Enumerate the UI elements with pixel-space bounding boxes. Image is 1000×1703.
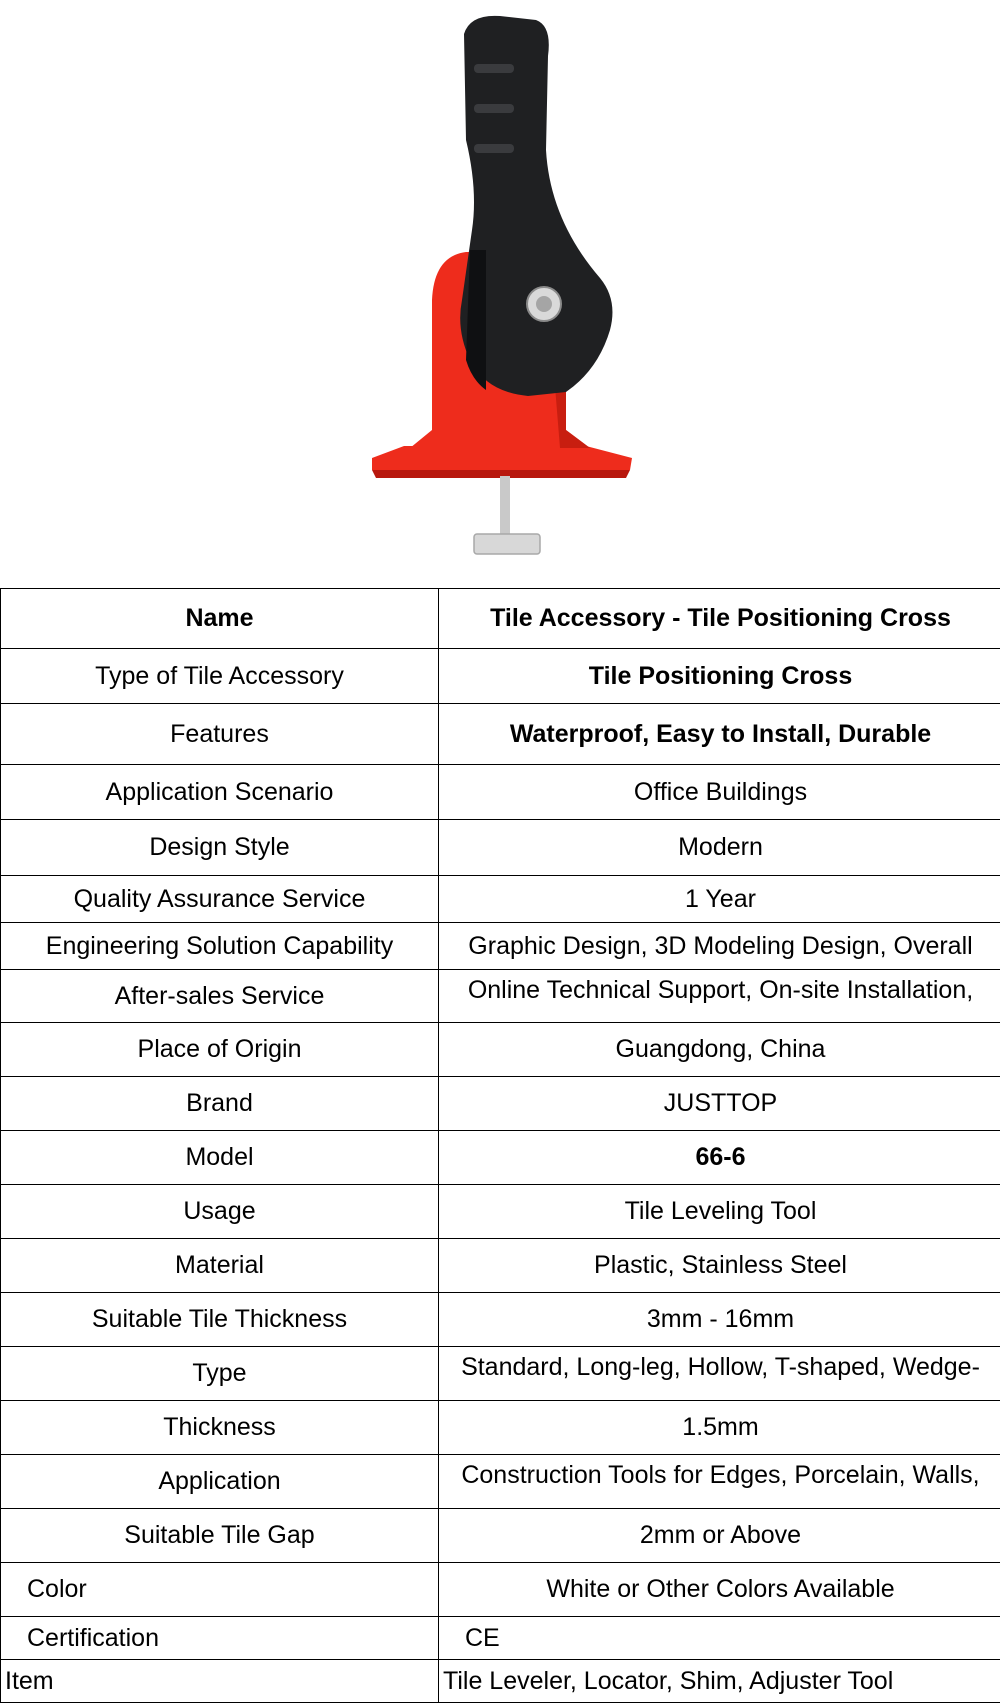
row-value: Tile Leveling Tool [439, 1185, 1000, 1239]
row-label: Features [1, 704, 439, 765]
table-row [1, 765, 1000, 820]
row-value: Graphic Design, 3D Modeling Design, Overall [439, 923, 1000, 970]
red-base-plate [372, 446, 632, 470]
row-label: Material [1, 1239, 439, 1293]
row-label: Suitable Tile Thickness [1, 1293, 439, 1347]
row-value: Plastic, Stainless Steel [439, 1239, 1000, 1293]
row-label: Brand [1, 1077, 439, 1131]
table-row [1, 1293, 1000, 1347]
table-row [1, 970, 1000, 1023]
row-value: Modern [439, 820, 1000, 876]
row-label: Item [1, 1660, 439, 1703]
row-label: Thickness [1, 1401, 439, 1455]
row-value: 66-6 [439, 1131, 1000, 1185]
row-value: Tile Accessory - Tile Positioning Cross [439, 589, 1000, 649]
row-label: Type [1, 1347, 439, 1401]
row-value: Tile Leveler, Locator, Shim, Adjuster Tool [439, 1660, 1000, 1703]
row-label: Application [1, 1455, 439, 1509]
row-value: JUSTTOP [439, 1077, 1000, 1131]
table-row [1, 1660, 1000, 1703]
table-row [1, 1347, 1000, 1401]
table-row [1, 1185, 1000, 1239]
row-label: Design Style [1, 820, 439, 876]
tile-leveler-tool-image [0, 0, 1000, 588]
row-value: 1 Year [439, 876, 1000, 923]
row-label: Application Scenario [1, 765, 439, 820]
row-label: Usage [1, 1185, 439, 1239]
table-row [1, 876, 1000, 923]
table-row [1, 820, 1000, 876]
row-label: Type of Tile Accessory [1, 649, 439, 704]
table-row [1, 1563, 1000, 1617]
row-value: Waterproof, Easy to Install, Durable [439, 704, 1000, 765]
product-image-area [0, 0, 1000, 588]
row-label: Suitable Tile Gap [1, 1509, 439, 1563]
spec-table [0, 588, 1000, 1703]
table-row [1, 1617, 1000, 1660]
table-row [1, 1455, 1000, 1509]
row-value: Tile Positioning Cross [439, 649, 1000, 704]
table-row [1, 1239, 1000, 1293]
row-value: 2mm or Above [439, 1509, 1000, 1563]
table-row [1, 1131, 1000, 1185]
row-value: Office Buildings [439, 765, 1000, 820]
row-label: Model [1, 1131, 439, 1185]
row-value: 3mm - 16mm [439, 1293, 1000, 1347]
row-label: Place of Origin [1, 1023, 439, 1077]
row-label: Color [1, 1563, 439, 1617]
table-row [1, 704, 1000, 765]
row-label: Quality Assurance Service [1, 876, 439, 923]
table-row [1, 1401, 1000, 1455]
table-row [1, 1509, 1000, 1563]
row-label: After-sales Service [1, 970, 439, 1023]
row-value: CE [439, 1617, 1000, 1660]
row-value: White or Other Colors Available [439, 1563, 1000, 1617]
row-value: Online Technical Support, On-site Installation, [439, 970, 1000, 1023]
table-row [1, 1023, 1000, 1077]
row-value: Standard, Long-leg, Hollow, T-shaped, Wedge- [439, 1347, 1000, 1401]
row-label: Name [1, 589, 439, 649]
row-label: Certification [1, 1617, 439, 1660]
table-row [1, 923, 1000, 970]
row-value: Construction Tools for Edges, Porcelain, Walls, [439, 1455, 1000, 1509]
row-value: Guangdong, China [439, 1023, 1000, 1077]
row-value: 1.5mm [439, 1401, 1000, 1455]
row-label: Engineering Solution Capability [1, 923, 439, 970]
table-row [1, 589, 1000, 649]
table-row [1, 649, 1000, 704]
table-row [1, 1077, 1000, 1131]
